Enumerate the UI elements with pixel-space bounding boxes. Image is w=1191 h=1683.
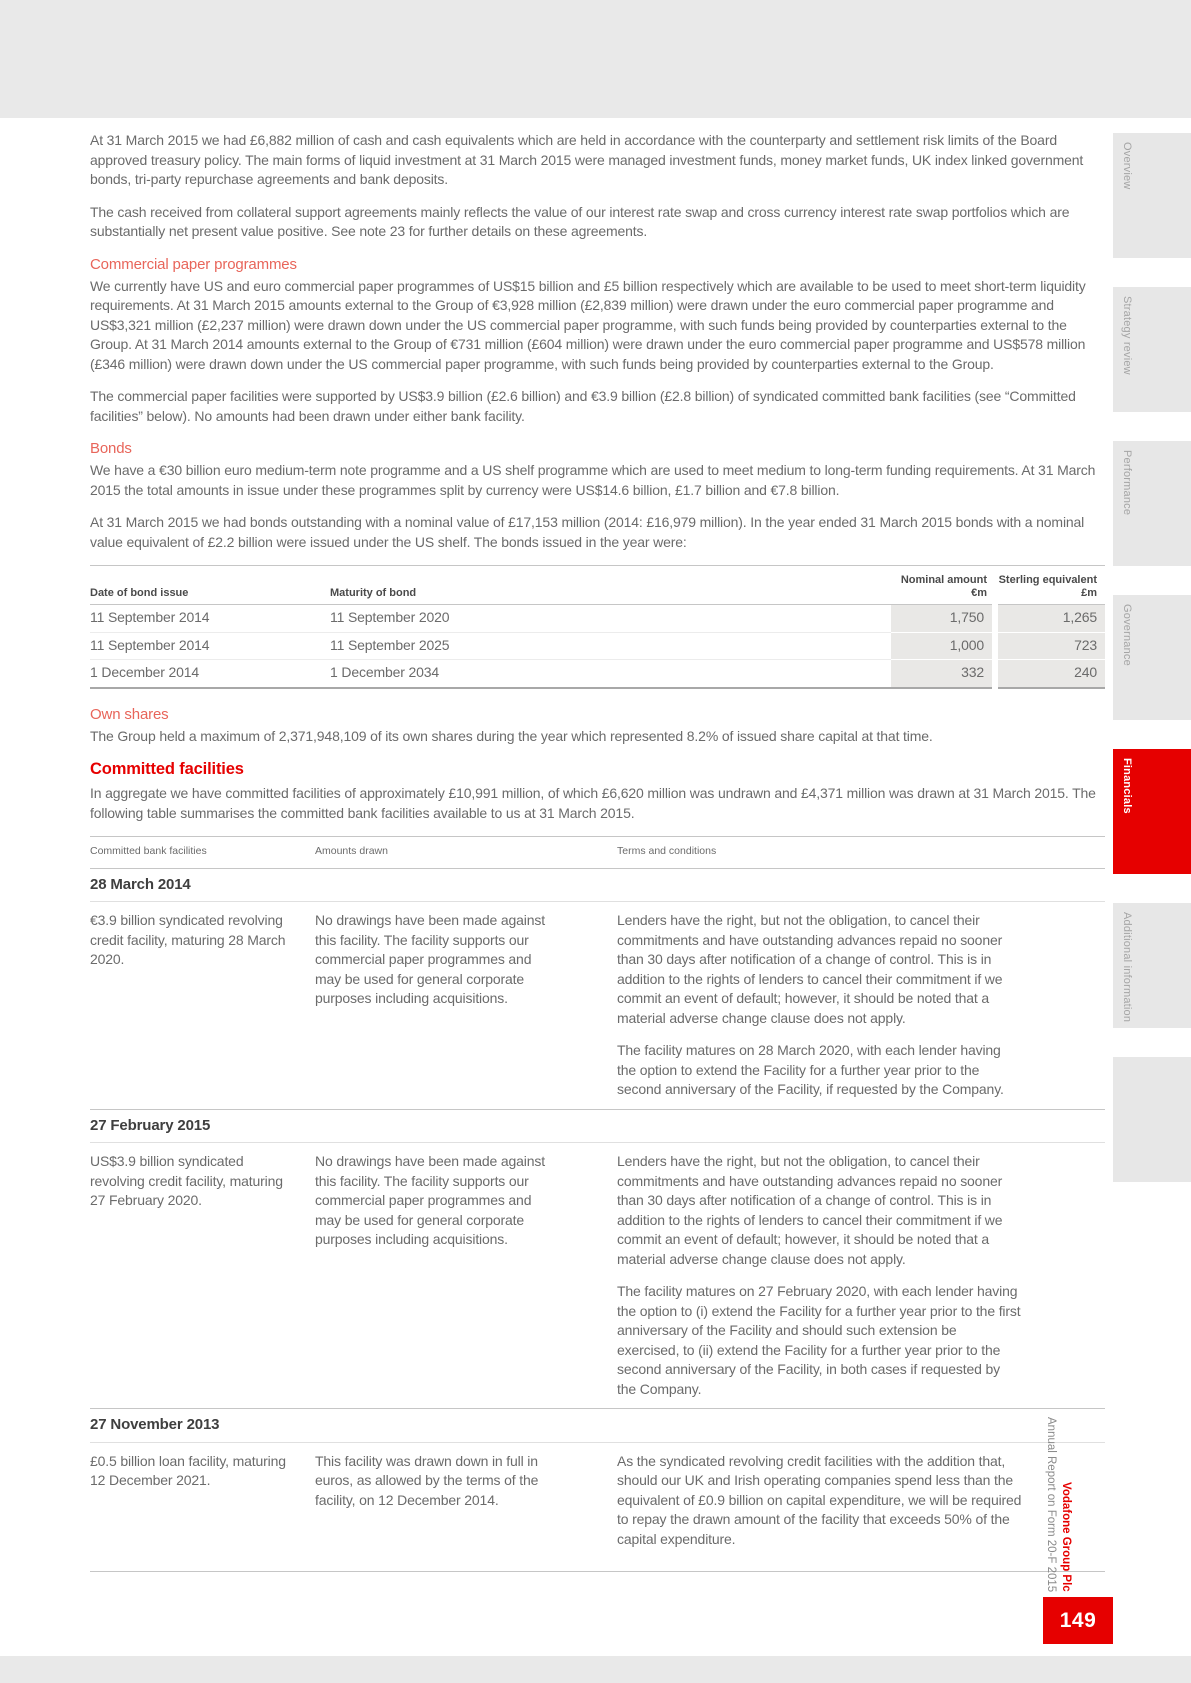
column-header-committed-bank-facilities: Committed bank facilities	[90, 845, 207, 857]
report-title-vertical: Annual Report on Form 20-F 2015	[1045, 1416, 1057, 1592]
amounts-drawn-text: This facility was drawn down in full in euros, as allowed by the terms of the facility, on 12 December 2014.	[315, 1452, 539, 1508]
facility-group-date: 27 February 2015	[90, 1110, 1105, 1144]
section-heading-committed-facilities: Committed facilities	[90, 760, 244, 778]
table-row: 1 December 2014 1 December 2034 332 240	[90, 660, 1105, 688]
column-header-maturity-of-bond: Maturity of bond	[330, 566, 891, 605]
column-header-nominal-amount: Nominal amount €m	[891, 566, 995, 605]
sidebar-tab-overview[interactable]: Overview	[1113, 133, 1191, 258]
body-paragraph: At 31 March 2015 we had bonds outstanding with a nominal value of £17,153 million (2014: £16,979 million). In the year ended 31 March 2015 bonds with a nominal value equivalent of £2.2 billion were issued under the US shelf. The bonds issued in the year were:	[90, 514, 1085, 550]
terms-text: The facility matures on 27 February 2020, with each lender having the option to (i) extend the Facility for a further year prior to the first anniversary of the Facility and should such extension be exercised, to (ii) extend the Facility for a further year prior to the second anniversary of the Facility, in both cases if requested by the Company.	[617, 1283, 1021, 1397]
terms-text: Lenders have the right, but not the obligation, to cancel their commitments and have outstanding advances repaid no sooner than 30 days after notification of a change of control. This is in addition to the rights of lenders to cancel their commitment if we commit an event of default; however, it should be noted that a material adverse change clause does not apply.	[617, 912, 1003, 1026]
sidebar-tab-strategy-review[interactable]: Strategy review	[1113, 287, 1191, 412]
body-paragraph: The cash received from collateral support agreements mainly reflects the value of our interest rate swap and cross currency interest rate swap portfolios which are substantially net present value positive. See note 23 for further details on these agreements.	[90, 203, 1070, 239]
bottom-band	[0, 1656, 1191, 1683]
table-header-row	[90, 837, 1105, 869]
facility-group-date: 27 November 2013	[90, 1409, 1105, 1443]
column-header-amounts-drawn: Amounts drawn	[315, 845, 388, 857]
table-row	[90, 902, 1105, 1110]
terms-text: Lenders have the right, but not the obligation, to cancel their commitments and have outstanding advances repaid no sooner than 30 days after notification of a change of control. This is in addition to the rights of lenders to cancel their commitment if we commit an event of default; however, it should be noted that a material adverse change clause does not apply.	[617, 1153, 1003, 1267]
section-heading-commercial-paper: Commercial paper programmes	[90, 255, 297, 273]
section-heading-own-shares: Own shares	[90, 705, 169, 723]
table-row	[90, 1443, 1105, 1573]
sidebar-tab-financials[interactable]: Financials	[1113, 749, 1191, 874]
column-header-sterling-equivalent: Sterling equivalent £m	[995, 566, 1105, 605]
committed-facilities-table	[90, 836, 1105, 1572]
body-paragraph: In aggregate we have committed facilities of approximately £10,991 million, of which £6,620 million was undrawn and £4,371 million was drawn at 31 March 2015. The following table summarises the committed bank facilities available to us at 31 March 2015.	[90, 785, 1096, 821]
report-brand-vertical: Vodafone Group Plc	[1060, 1482, 1072, 1592]
table-row: 11 September 2014 11 September 2020 1,750 1,265	[90, 605, 1105, 633]
column-header-terms-and-conditions: Terms and conditions	[617, 845, 717, 857]
main-content	[90, 131, 1105, 1572]
column-header-date-of-bond-issue: Date of bond issue	[90, 566, 330, 605]
report-identifier	[1045, 1270, 1075, 1592]
sidebar-tab-governance[interactable]: Governance	[1113, 595, 1191, 720]
table-row: 11 September 2014 11 September 2025 1,000 723	[90, 632, 1105, 660]
facility-description: £0.5 billion loan facility, maturing 12 December 2021.	[90, 1452, 286, 1488]
amounts-drawn-text: No drawings have been made against this facility. The facility supports our commercial paper programmes and may be used for general corporate purposes including acquisitions.	[315, 1153, 545, 1247]
page-number-badge	[1043, 1597, 1113, 1644]
facility-description: €3.9 billion syndicated revolving credit facility, maturing 28 March 2020.	[90, 912, 286, 967]
body-paragraph: The Group held a maximum of 2,371,948,109 of its own shares during the year which represented 8.2% of issued share capital at that time.	[90, 727, 933, 744]
bonds-issued-table	[90, 565, 1105, 689]
sidebar-tab-empty	[1113, 1057, 1191, 1182]
page-number: 149	[1059, 1608, 1097, 1632]
sidebar-tab-additional-information[interactable]: Additional information	[1113, 903, 1191, 1028]
body-paragraph: At 31 March 2015 we had £6,882 million of cash and cash equivalents which are held in accordance with the counterparty and settlement risk limits of the Board approved treasury policy. The main forms of liquid investment at 31 March 2015 were managed investment funds, money market funds, UK index linked government bonds, tri-party repurchase agreements and bank deposits.	[90, 132, 1084, 187]
section-heading-bonds: Bonds	[90, 440, 132, 457]
terms-text: As the syndicated revolving credit facilities with the addition that, should our UK and Irish operating companies spend less than the equivalent of £0.9 billion on capital expenditure, we will be required to repay the drawn amount of the facility that exceeds 50% of the capital expenditure.	[617, 1452, 1022, 1547]
body-paragraph: The commercial paper facilities were supported by US$3.9 billion (£2.6 billion) and €3.9 billion (£2.8 billion) of syndicated committed bank facilities (see “Committed facilities” below). No amounts had been drawn under either bank facility.	[90, 388, 1076, 424]
facility-description: US$3.9 billion syndicated revolving credit facility, maturing 27 February 2020.	[90, 1153, 283, 1208]
facility-group-date: 28 March 2014	[90, 869, 1105, 903]
body-paragraph: We currently have US and euro commercial paper programmes of US$15 billion and £5 billion respectively which are available to be used to meet short-term liquidity requirements. At 31 March 2015 amounts external to the Group of €3,928 million (£2,839 million) were drawn under the euro commercial paper programme and US$3,321 million (£2,237 million) were drawn down under the US commercial paper programme, with such funds being provided by counterparties external to the Group. At 31 March 2014 amounts external to the Group of €731 million (£604 million) were drawn under the euro commercial paper programme and US$578 million (£346 million) were drawn down under the US commercial paper programme, with such funds being provided by counterparties external to the Group.	[90, 277, 1086, 372]
table-header-row	[90, 566, 1105, 605]
sidebar-tab-performance[interactable]: Performance	[1113, 441, 1191, 566]
body-paragraph: We have a €30 billion euro medium-term note programme and a US shelf programme which are used to meet medium to long-term funding requirements. At 31 March 2015 the total amounts in issue under these programmes split by currency were US$14.6 billion, £1.7 billion and €7.8 billion.	[90, 462, 1096, 498]
amounts-drawn-text: No drawings have been made against this facility. The facility supports our commercial paper programmes and may be used for general corporate purposes including acquisitions.	[315, 912, 545, 1006]
terms-text: The facility matures on 28 March 2020, with each lender having the option to extend the Facility for a further year prior to the second anniversary of the Facility, if requested by the Company.	[617, 1042, 1004, 1097]
table-row	[90, 1143, 1105, 1409]
top-band	[0, 0, 1191, 118]
